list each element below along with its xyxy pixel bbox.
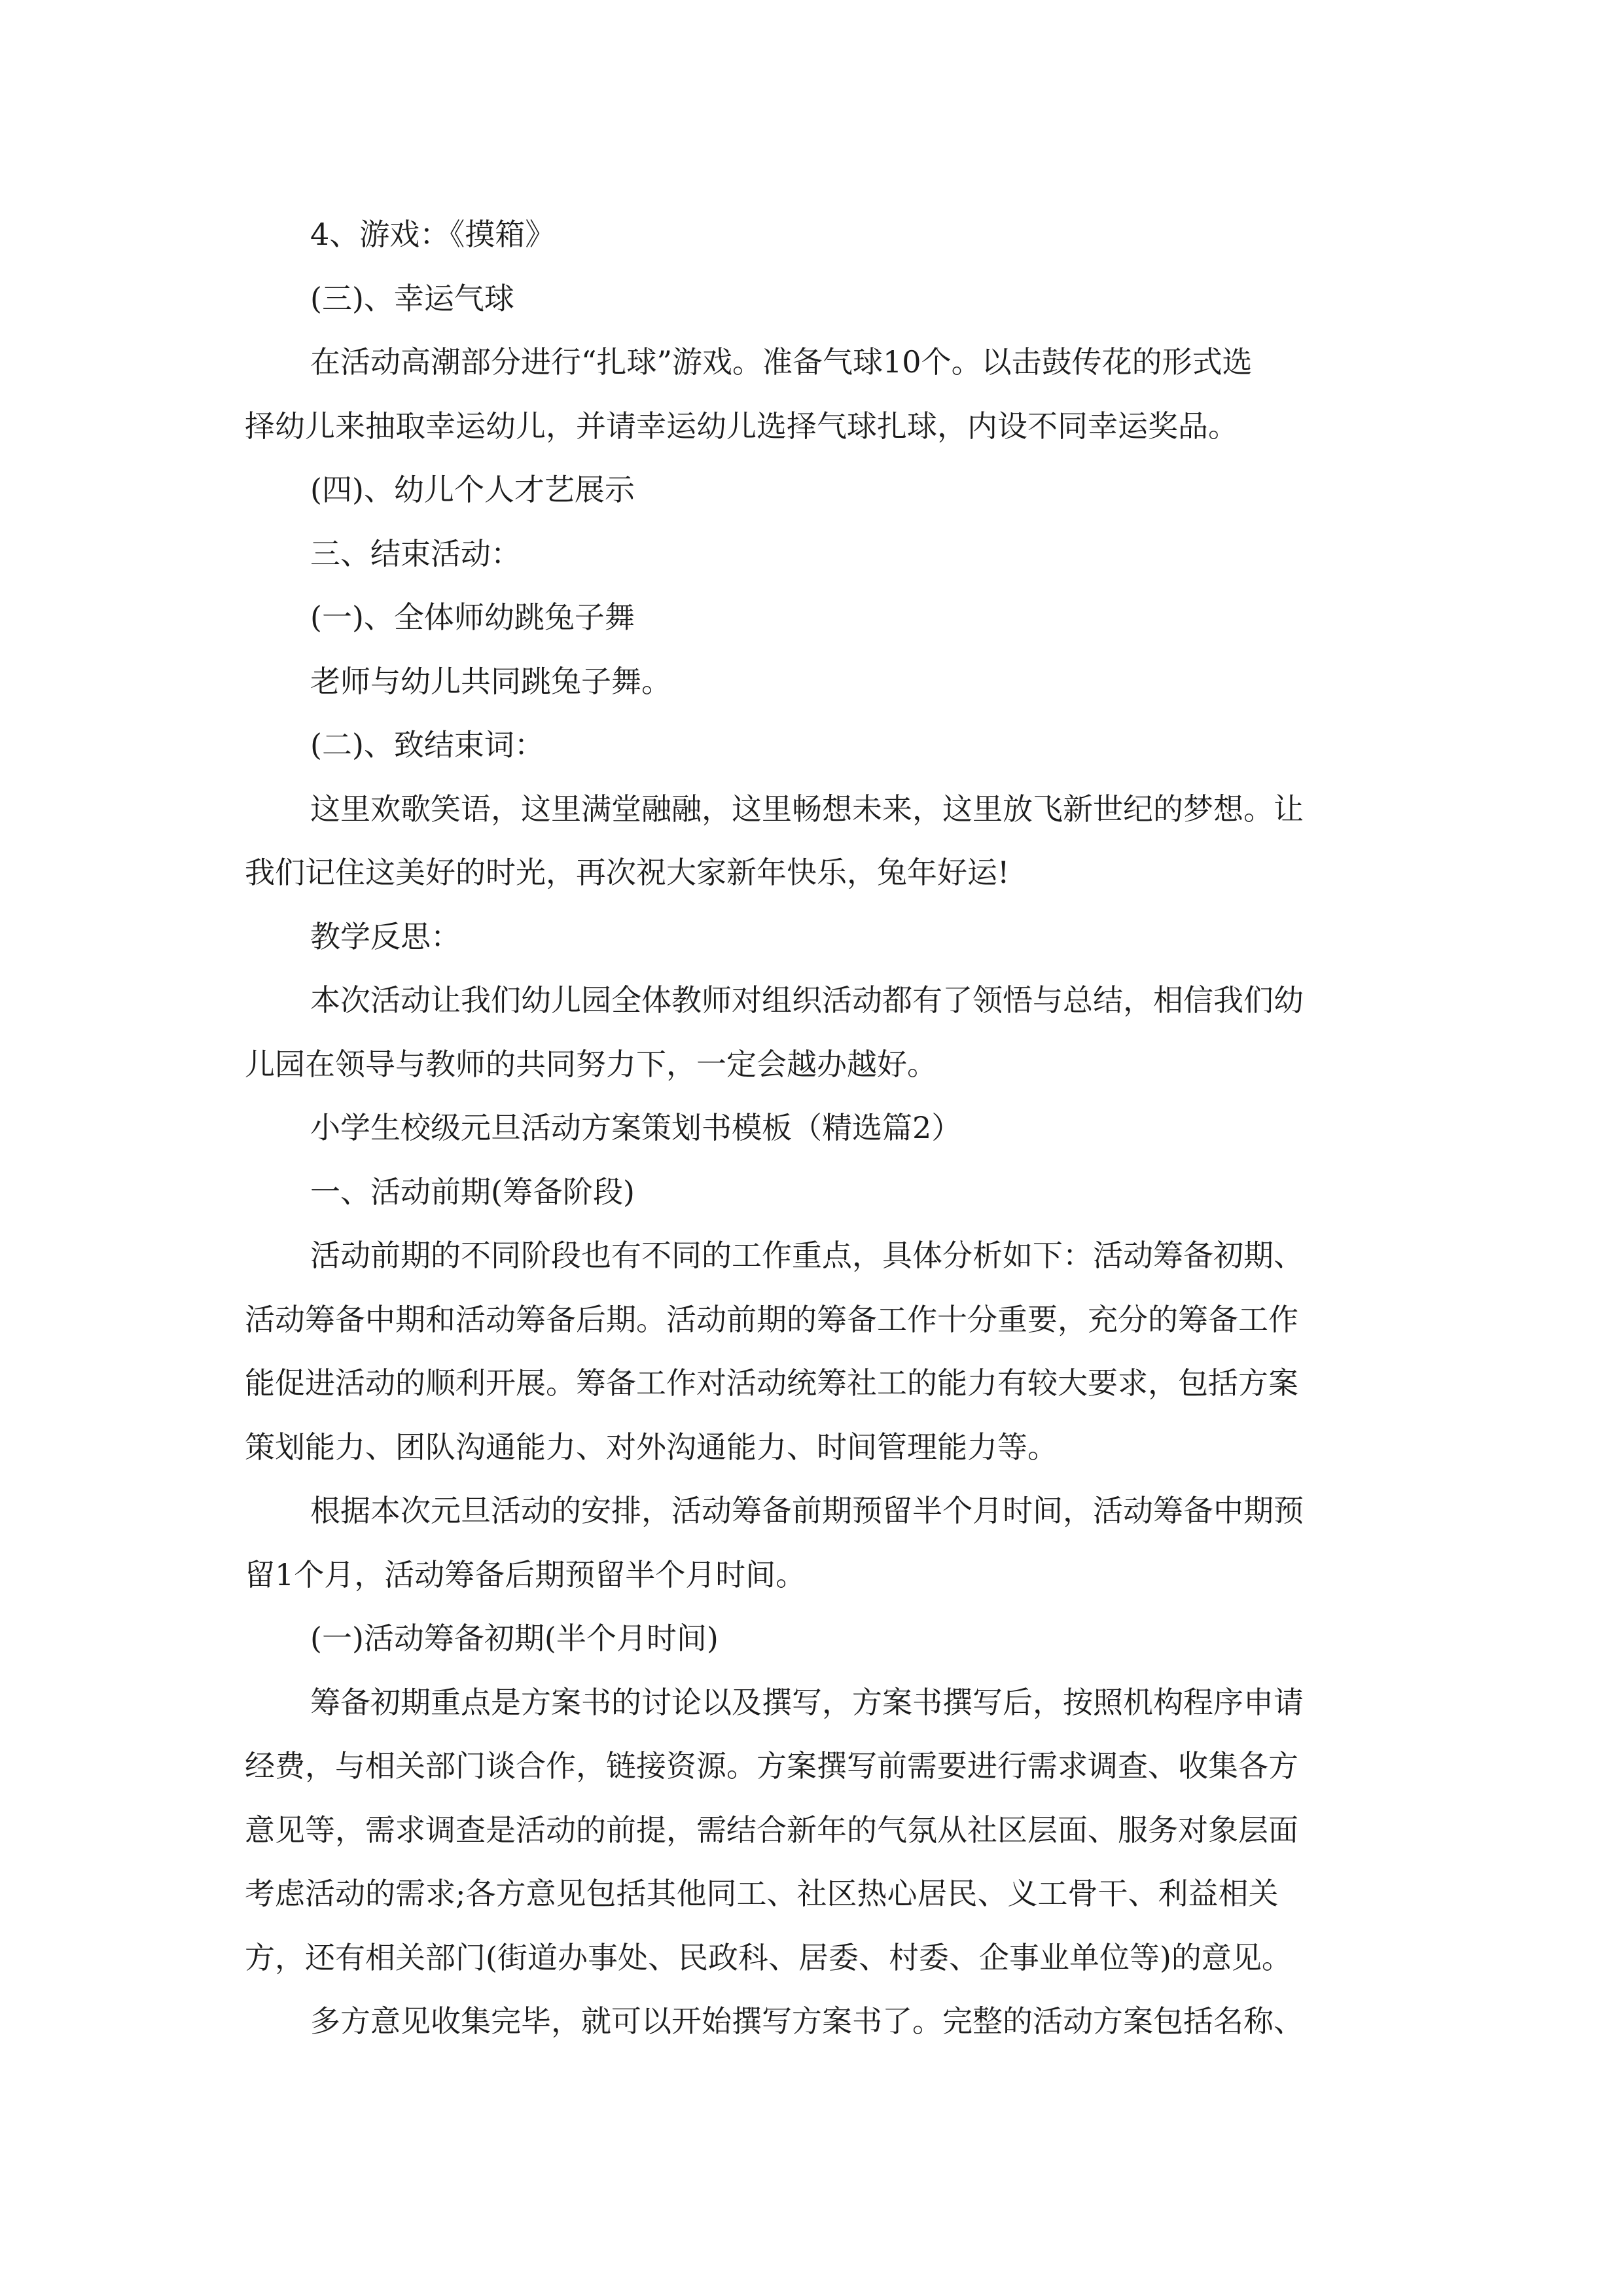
document-body — [245, 203, 1377, 2054]
text-line: 老师与幼儿共同跳兔子舞。 — [310, 663, 671, 699]
section-heading: (三)、幸运气球 — [310, 280, 514, 316]
text-line: 考虑活动的需求;各方意见包括其他同工、社区热心居民、义工骨干、利益相关 — [245, 1876, 1279, 1911]
text-line: 多方意见收集完毕，就可以开始撰写方案书了。完整的活动方案包括名称、 — [310, 2003, 1304, 2039]
text-line: 筹备初期重点是方案书的讨论以及撰写，方案书撰写后，按照机构程序申请 — [310, 1684, 1304, 1720]
text-line: 能促进活动的顺利开展。筹备工作对活动统筹社工的能力有较大要求，包括方案 — [245, 1365, 1298, 1401]
text-line: 本次活动让我们幼儿园全体教师对组织活动都有了领悟与总结，相信我们幼 — [310, 982, 1304, 1018]
text-line: 意见等，需求调查是活动的前提，需结合新年的气氛从社区层面、服务对象层面 — [245, 1812, 1298, 1848]
text-line: 策划能力、团队沟通能力、对外沟通能力、时间管理能力等。 — [245, 1429, 1058, 1465]
section-heading: 三、结束活动： — [310, 535, 521, 571]
section-heading: (二)、致结束词： — [310, 727, 544, 762]
text-line: 这里欢歌笑语，这里满堂融融，这里畅想未来，这里放飞新世纪的梦想。让 — [310, 791, 1304, 827]
text-line: 方，还有相关部门(街道办事处、民政科、居委、村委、企事业单位等)的意见。 — [245, 1939, 1292, 1975]
text-line: 经费，与相关部门谈合作，链接资源。方案撰写前需要进行需求调查、收集各方 — [245, 1748, 1298, 1784]
text-line: 4、游戏：《摸箱》 — [310, 217, 556, 252]
text-line: 留1个月，活动筹备后期预留半个月时间。 — [245, 1556, 806, 1592]
text-line: 活动前期的不同阶段也有不同的工作重点，具体分析如下：活动筹备初期、 — [310, 1238, 1304, 1273]
text-line: 择幼儿来抽取幸运幼儿，并请幸运幼儿选择气球扎球，内设不同幸运奖品。 — [245, 408, 1238, 444]
text-line: 我们记住这美好的时光，再次祝大家新年快乐，兔年好运! — [245, 855, 1010, 890]
text-line: 根据本次元旦活动的安排，活动筹备前期预留半个月时间，活动筹备中期预 — [310, 1493, 1304, 1528]
text-line: 在活动高潮部分进行“扎球”游戏。准备气球10个。以击鼓传花的形式选 — [310, 344, 1253, 380]
section-heading: (一)活动筹备初期(半个月时间) — [310, 1621, 719, 1656]
text-line: 儿园在领导与教师的共同努力下，一定会越办越好。 — [245, 1046, 937, 1082]
section-heading: (四)、幼儿个人才艺展示 — [310, 472, 635, 507]
section-heading: 一、活动前期(筹备阶段) — [310, 1174, 635, 1210]
section-heading: (一)、全体师幼跳兔子舞 — [310, 600, 635, 635]
section-heading: 教学反思： — [310, 918, 461, 954]
article-title: 小学生校级元旦活动方案策划书模板（精选篇2） — [310, 1110, 962, 1145]
text-line: 活动筹备中期和活动筹备后期。活动前期的筹备工作十分重要，充分的筹备工作 — [245, 1301, 1298, 1337]
